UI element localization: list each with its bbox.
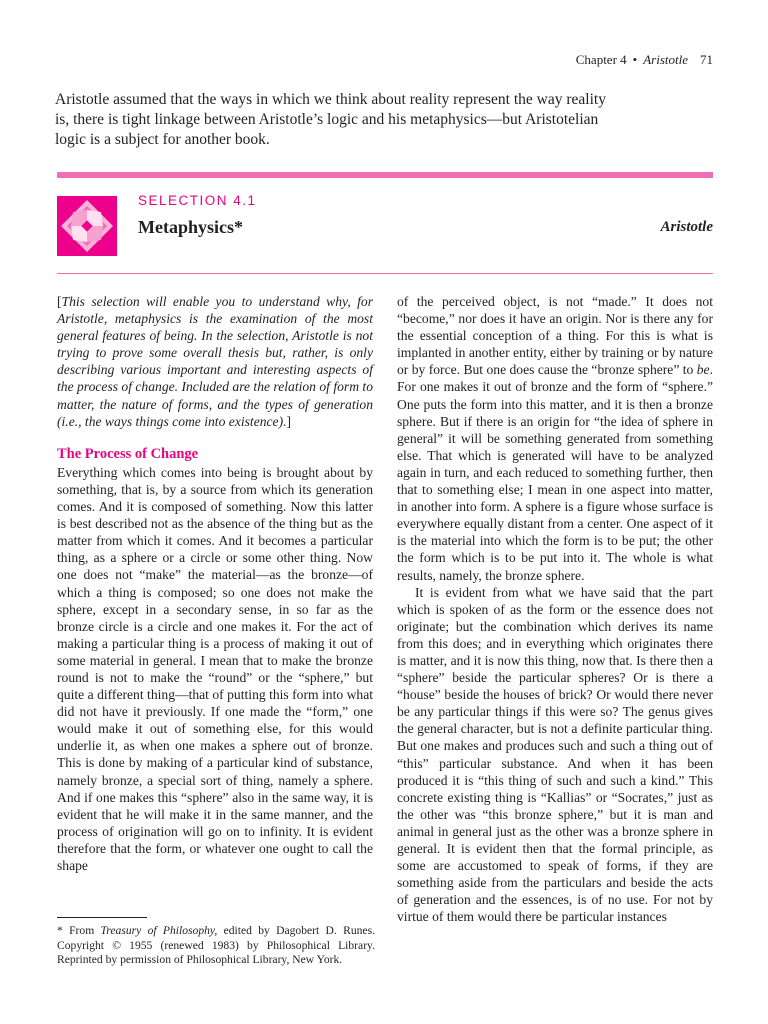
footnote <box>57 924 375 968</box>
para-emphasis: be <box>696 362 710 378</box>
para-text-b: . For one makes it out of bronze and the form of “sphere.” One puts the form into this matter, and it is then a bronze sphere. But if there is an origin for “the idea of sphere in general” it will be something generated from something else. That which is generated will have to be analyzed again in turn, and each reduced to something further, then that to something else; I mean in one aspect into matter, in another into form. A sphere is a figure whose surface is everywhere equally distant from a center. One aspect of it is the material into which the form is to be put; the other the form which is to be put into it. The whole is what results, namely, the bronze sphere. <box>397 362 713 583</box>
footnote-book-title: Treasury of Philosophy, <box>100 924 218 937</box>
intro-paragraph: Aristotle assumed that the ways in which we think about reality represent the way reality is, there is tight linkage between Aristotle’s logic and his metaphysics—but Aristotelian logic is a subject for another book. <box>55 91 606 148</box>
body-paragraph-continued <box>397 293 713 584</box>
selection-author: Aristotle <box>660 219 713 235</box>
left-column <box>57 293 373 874</box>
right-column <box>397 293 713 925</box>
chapter-label: Chapter 4 <box>575 52 627 67</box>
selection-rule <box>57 273 713 274</box>
footnote-from: From <box>62 924 101 937</box>
header-separator: • <box>632 52 638 67</box>
footnote-marker: * <box>57 924 63 937</box>
selection-top-bar <box>57 172 713 178</box>
running-head <box>576 52 713 68</box>
abstract <box>57 293 373 430</box>
body-paragraph-1: Everything which comes into being is brought about by something, that is, by a source from which its generation comes. And it is composed of something. Now this latter is best described not as the absence of the thing but as the matter from which it comes. And it becomes a particular thing, as a sphere or a circle or some other thing. Now one does not “make” the material—as the bronze—of which a thing is composed; so one does not make the sphere, except in a secondary sense, in so far as the bronze circle is a circle and one makes it. For the act of making a particular thing is a process of making it out of some material in general. I mean that to make the bronze round is not to make the “round” or the “sphere,” but quite a different thing—that of putting this form into what did not have it previously. If one made the “form,” one would make it out of something else, for this would underlie it, as when one makes a sphere out of bronze. This is done by making of a particular kind of substance, namely bronze, a special sort of thing, namely a sphere. And if one makes this “sphere” also in the same way, it is evident that he will make it in the same manner, and the process of origination will go on to infinity. It is evident therefore that the form, or whatever one ought to call the shape <box>57 464 373 873</box>
footnote-rule <box>57 917 147 918</box>
selection-title: Metaphysics* <box>138 217 243 237</box>
abstract-text: This selection will enable you to understand why, for Aristotle, metaphysics is the examination of the most general features of being. In the selection, Aristotle is not trying to prove some overall thesis but, rather, is only describing various important and interesting aspects of the process of change. Included are the relation of form to matter, the nature of forms, and the types of generation (i.e., the ways things come into existence). <box>57 294 373 429</box>
body-paragraph-2: It is evident from what we have said that the part which is spoken of as the form or the essence does not originate; but the combination which derives its name from this does; and in everything which originates there is matter, and it is now this thing, now that. Is there then a “sphere” beside the particular spheres? Or is there a “house” beside the houses of brick? Or would there never be any particular things if this were so? The genus gives the general character, but is not a definite particular thing. But one makes and produces such and such a thing out of “this” particular substance. And when it has been produced it is “this thing of such and such a kind.” This concrete existing thing is “Kallias” or “Socrates,” just as the other was “this bronze sphere,” but it is man and animal in general just as the other was a bronze sphere in general. It is evident then that the formal principle, as some are accustomed to speak of forms, if they are something aside from the particulars and beside the acts of generation and the essences, is of no use. For not by virtue of them would there be particular instances <box>397 584 713 925</box>
section-heading: The Process of Change <box>57 445 199 462</box>
para-text-a: of the perceived object, is not “made.” It does not “become,” nor does it have an origin. Nor is there any for the essential conception of a thing. For this is what is implanted in another entity, either by training or by nature or by force. But one does cause the “bronze sphere” to <box>397 294 713 378</box>
footnote-rest: edited by Dagobert D. Runes. Copyright © 1955 (renewed 1983) by Philosophical Library. Reprinted by permission of Philosophical Library, New York. <box>57 924 375 966</box>
chapter-title: Aristotle <box>643 52 688 67</box>
selection-logo-icon <box>57 196 117 256</box>
page-number: 71 <box>700 52 713 67</box>
abstract-close-bracket: ] <box>286 413 292 429</box>
abstract-open-bracket: [ <box>57 294 62 309</box>
selection-label: SELECTION 4.1 <box>138 193 257 208</box>
